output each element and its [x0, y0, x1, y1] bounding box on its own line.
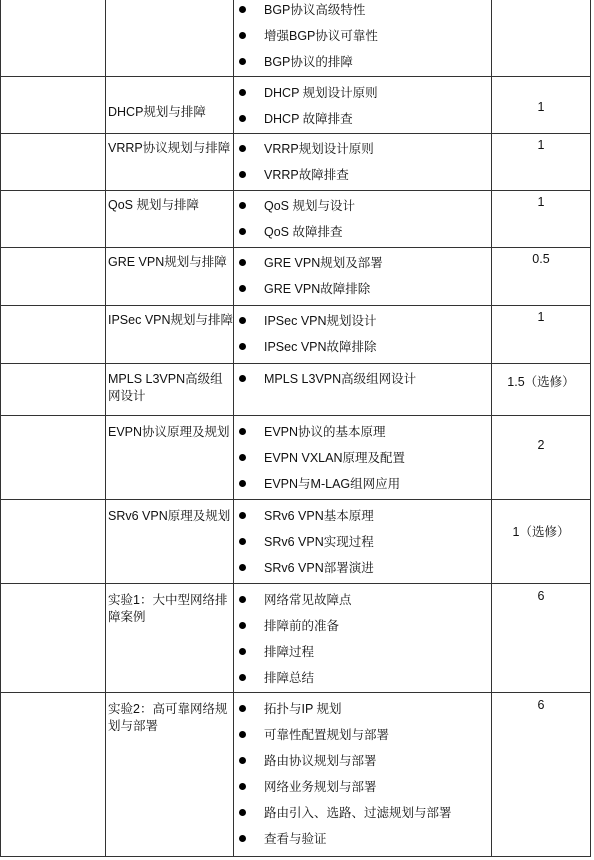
- hours-value: 6: [537, 589, 545, 603]
- topic-label: SRv6 VPN原理及规划: [108, 509, 231, 523]
- hours-value: 1: [537, 195, 545, 209]
- topic-label: EVPN协议原理及规划: [108, 425, 230, 439]
- hours-value: 1: [537, 138, 545, 152]
- bullet-icon: [239, 480, 246, 487]
- blank-cell: [1, 306, 106, 364]
- table-row: [1, 134, 591, 191]
- hours-value: 1: [537, 100, 545, 114]
- bullet-icon: [239, 228, 246, 235]
- bullet-icon: [239, 428, 246, 435]
- blank-cell: [1, 364, 106, 416]
- bullet-icon: [239, 538, 246, 545]
- list-item: 查看与验证: [234, 826, 491, 852]
- table-row: [1, 248, 591, 306]
- topic-cell: [106, 693, 234, 857]
- bullet-icon: [239, 145, 246, 152]
- topic-cell: [106, 584, 234, 693]
- list-item: EVPN VXLAN原理及配置: [234, 445, 491, 471]
- list-item: VRRP规划设计原则: [234, 136, 491, 162]
- bullet-icon: [239, 343, 246, 350]
- hours-value: 6: [537, 698, 545, 712]
- hours-cell: [492, 77, 591, 134]
- topic-label: IPSec VPN规划与排障: [108, 313, 234, 327]
- items-cell: [234, 0, 492, 77]
- bullet-icon: [239, 783, 246, 790]
- topic-label: GRE VPN规划与排障: [108, 255, 227, 269]
- bullet-icon: [239, 622, 246, 629]
- list-item: SRv6 VPN部署演进: [234, 555, 491, 581]
- bullet-icon: [239, 6, 246, 13]
- bullet-icon: [239, 115, 246, 122]
- hours-cell: [492, 584, 591, 693]
- list-item: QoS 规划与设计: [234, 193, 491, 219]
- list-item: EVPN协议的基本原理: [234, 419, 491, 445]
- blank-cell: [1, 248, 106, 306]
- bullet-icon: [239, 285, 246, 292]
- list-item: 增强BGP协议可靠性: [234, 23, 491, 49]
- blank-cell: [1, 77, 106, 134]
- items-cell: [234, 693, 492, 857]
- table-row: [1, 693, 591, 857]
- list-item: IPSec VPN规划设计: [234, 308, 491, 334]
- hours-cell: [492, 500, 591, 584]
- bullet-icon: [239, 705, 246, 712]
- table-row: [1, 77, 591, 134]
- topic-cell: [106, 416, 234, 500]
- table-row: [1, 191, 591, 248]
- list-item: DHCP 规划设计原则: [234, 80, 491, 106]
- hours-value: 1（选修）: [512, 525, 570, 539]
- bullet-icon: [239, 32, 246, 39]
- bullet-icon: [239, 648, 246, 655]
- hours-cell: [492, 364, 591, 416]
- list-item: 排障过程: [234, 639, 491, 665]
- items-cell: [234, 306, 492, 364]
- topic-cell: [106, 191, 234, 248]
- list-item: MPLS L3VPN高级组网设计: [234, 366, 491, 392]
- hours-cell: [492, 0, 591, 77]
- hours-cell: [492, 134, 591, 191]
- items-cell: [234, 248, 492, 306]
- list-item: 排障前的准备: [234, 613, 491, 639]
- bullet-icon: [239, 58, 246, 65]
- hours-value: 1: [537, 310, 545, 324]
- table-row: [1, 306, 591, 364]
- list-item: 路由引入、选路、过滤规划与部署: [234, 800, 491, 826]
- bullet-icon: [239, 809, 246, 816]
- bullet-icon: [239, 596, 246, 603]
- list-item: GRE VPN故障排除: [234, 276, 491, 302]
- bullet-icon: [239, 259, 246, 266]
- list-item: IPSec VPN故障排除: [234, 334, 491, 360]
- topic-cell: [106, 0, 234, 77]
- topic-cell: [106, 77, 234, 134]
- blank-cell: [1, 500, 106, 584]
- bullet-icon: [239, 317, 246, 324]
- list-item: SRv6 VPN实现过程: [234, 529, 491, 555]
- list-item: 排障总结: [234, 665, 491, 691]
- bullet-icon: [239, 731, 246, 738]
- topic-label: MPLS L3VPN高级组网设计: [108, 372, 223, 403]
- list-item: QoS 故障排查: [234, 219, 491, 245]
- bullet-icon: [239, 202, 246, 209]
- list-item: BGP协议高级特性: [234, 0, 491, 23]
- list-item: BGP协议的排障: [234, 49, 491, 75]
- bullet-icon: [239, 564, 246, 571]
- blank-cell: [1, 0, 106, 77]
- items-cell: [234, 416, 492, 500]
- blank-cell: [1, 134, 106, 191]
- hours-value: 0.5: [532, 252, 550, 266]
- bullet-icon: [239, 454, 246, 461]
- hours-cell: [492, 191, 591, 248]
- bullet-icon: [239, 375, 246, 382]
- items-cell: [234, 134, 492, 191]
- bullet-icon: [239, 674, 246, 681]
- bullet-icon: [239, 171, 246, 178]
- topic-label: VRRP协议规划与排障: [108, 141, 231, 155]
- topic-cell: [106, 500, 234, 584]
- bullet-icon: [239, 757, 246, 764]
- items-cell: [234, 584, 492, 693]
- blank-cell: [1, 416, 106, 500]
- table-row: [1, 0, 591, 77]
- topic-cell: [106, 364, 234, 416]
- topic-cell: [106, 306, 234, 364]
- hours-cell: [492, 416, 591, 500]
- hours-cell: [492, 306, 591, 364]
- blank-cell: [1, 693, 106, 857]
- table-row: [1, 364, 591, 416]
- blank-cell: [1, 584, 106, 693]
- list-item: SRv6 VPN基本原理: [234, 503, 491, 529]
- topic-cell: [106, 134, 234, 191]
- list-item: 可靠性配置规划与部署: [234, 722, 491, 748]
- list-item: 网络业务规划与部署: [234, 774, 491, 800]
- table-row: [1, 500, 591, 584]
- list-item: GRE VPN规划及部署: [234, 250, 491, 276]
- topic-label: 实验1：大中型网络排障案例: [108, 593, 228, 624]
- blank-cell: [1, 191, 106, 248]
- bullet-icon: [239, 835, 246, 842]
- hours-value: 1.5（选修）: [507, 375, 575, 389]
- list-item: EVPN与M-LAG组网应用: [234, 471, 491, 497]
- list-item: VRRP故障排查: [234, 162, 491, 188]
- hours-value: 2: [537, 438, 545, 452]
- items-cell: [234, 191, 492, 248]
- items-cell: [234, 364, 492, 416]
- items-cell: [234, 500, 492, 584]
- bullet-icon: [239, 89, 246, 96]
- bullet-icon: [239, 512, 246, 519]
- topic-label: 实验2：高可靠网络规划与部署: [108, 702, 228, 733]
- hours-cell: [492, 693, 591, 857]
- hours-cell: [492, 248, 591, 306]
- topic-cell: [106, 248, 234, 306]
- table-row: [1, 584, 591, 693]
- topic-label: QoS 规划与排障: [108, 198, 199, 212]
- list-item: DHCP 故障排查: [234, 106, 491, 132]
- list-item: 路由协议规划与部署: [234, 748, 491, 774]
- list-item: 网络常见故障点: [234, 587, 491, 613]
- list-item: 拓扑与IP 规划: [234, 696, 491, 722]
- topic-label: DHCP规划与排障: [108, 105, 206, 119]
- table-row: [1, 416, 591, 500]
- items-cell: [234, 77, 492, 134]
